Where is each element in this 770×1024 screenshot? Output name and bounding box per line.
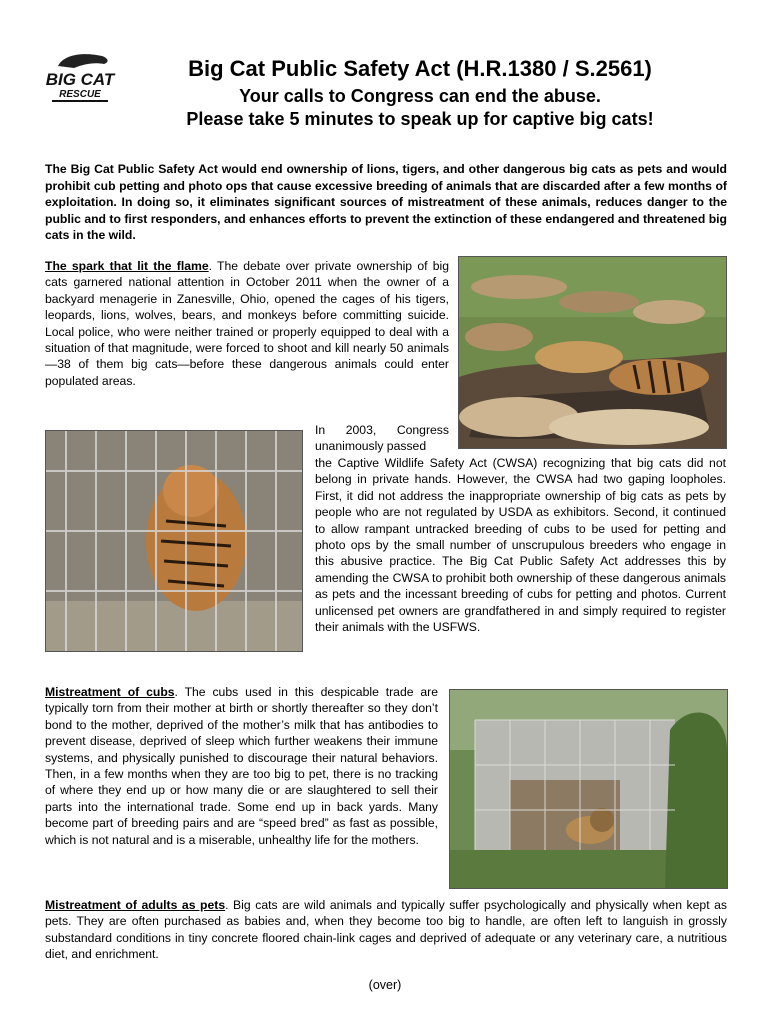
page-subtitle-2: Please take 5 minutes to speak up for captive big cats! bbox=[186, 109, 654, 129]
cubs-body: . The cubs used in this despicable trade are typically torn from their mother at birth or shortly thereafter so they don’t bond to the mother, deprived of the mother’s milk that has antibodies to prevent disease, deprived of sleep which further weakens their immune systems, and physically punished to discourage their natural behaviors. Then, in a few months when they are too big to pet, there is no tracking of where they end up or how many die or are slaughtered to sell their parts into the international trade. Some end up in back yards. Many become part of breeding pairs and are “speed bred” as fast as possible, which is not natural and is a miserable, unhealthy life for the mothers. bbox=[45, 685, 438, 847]
cubs-paragraph bbox=[45, 684, 438, 848]
cwsa-lead: In 2003, Congress unanimously passed bbox=[315, 423, 449, 454]
adults-body: . Big cats are wild animals and typically suffer psychologically and physically when kept as pets. They are often purchased as babies and, when they become too big to handle, are often left to languish in grossly substandard conditions in tiny concrete floored chain-link cages and deprived of adequate or any veterinary care, a nutritious diet, and enrichment. bbox=[45, 898, 728, 962]
adults-paragraph bbox=[45, 897, 727, 963]
page-footer-over: (over) bbox=[368, 978, 402, 992]
big-cat-rescue-logo bbox=[44, 52, 116, 106]
intro-paragraph: The Big Cat Public Safety Act would end ownership of lions, tigers, and other dangerous big cats as pets and would prohibit cub petting and photo ops that cause excessive breeding of animals that are discarded after a few months of exploitation. In doing so, it eliminates significant sources of mistreatment of these animals, reduces danger to the public and to first responders, and enhances efforts to prevent the extinction of these endangered and threatened big cats in the wild. bbox=[45, 162, 727, 243]
cubs-heading: Mistreatment of cubs bbox=[45, 685, 175, 699]
zanesville-animals-photo bbox=[458, 256, 727, 449]
logo-line1: BIG CAT bbox=[45, 70, 115, 89]
chainlink-enclosure-photo bbox=[449, 689, 728, 889]
logo-line2: RESCUE bbox=[59, 89, 101, 100]
spark-heading: The spark that lit the flame bbox=[45, 259, 209, 273]
page-subtitle-1: Your calls to Congress can end the abuse. bbox=[239, 86, 601, 106]
spark-paragraph bbox=[45, 258, 449, 389]
caged-tigers-photo bbox=[45, 430, 303, 652]
cwsa-paragraph: the Captive Wildlife Safety Act (CWSA) recognizing that big cats did not belong in private hands. However, the CWSA had two gaping loopholes. First, it did not address the inappropriate ownership of big cats as pets by people who are not regulated by USDA as exhibitors. Second, it continued to allow rampant untracked breeding of cubs to be used for petting and photo ops by the small number of unscrupulous breeders who engage in this abusive practice. The Big Cat Public Safety Act addresses this by amending the CWSA to prohibit both ownership of these dangerous animals as pets and the incessant breeding of cubs for petting and photos. Current unlicensed pet owners are grandfathered in and simply required to register their animals with the USFWS. bbox=[315, 456, 726, 635]
page-title: Big Cat Public Safety Act (H.R.1380 / S.2561) bbox=[188, 56, 652, 81]
spark-body: . The debate over private ownership of big cats garnered national attention in October 2011 when the owner of a backyard menagerie in Zanesville, Ohio, opened the cages of his tigers, leopards, lions, wolves, bears, and monkeys before committing suicide. Local police, who were neither trained or properly equipped to deal with a situation of that magnitude, were forced to shoot and kill nearly 50 animals—38 of them big cats—before these dangerous animals could enter populated areas. bbox=[45, 259, 449, 388]
adults-heading: Mistreatment of adults as pets bbox=[45, 898, 226, 912]
